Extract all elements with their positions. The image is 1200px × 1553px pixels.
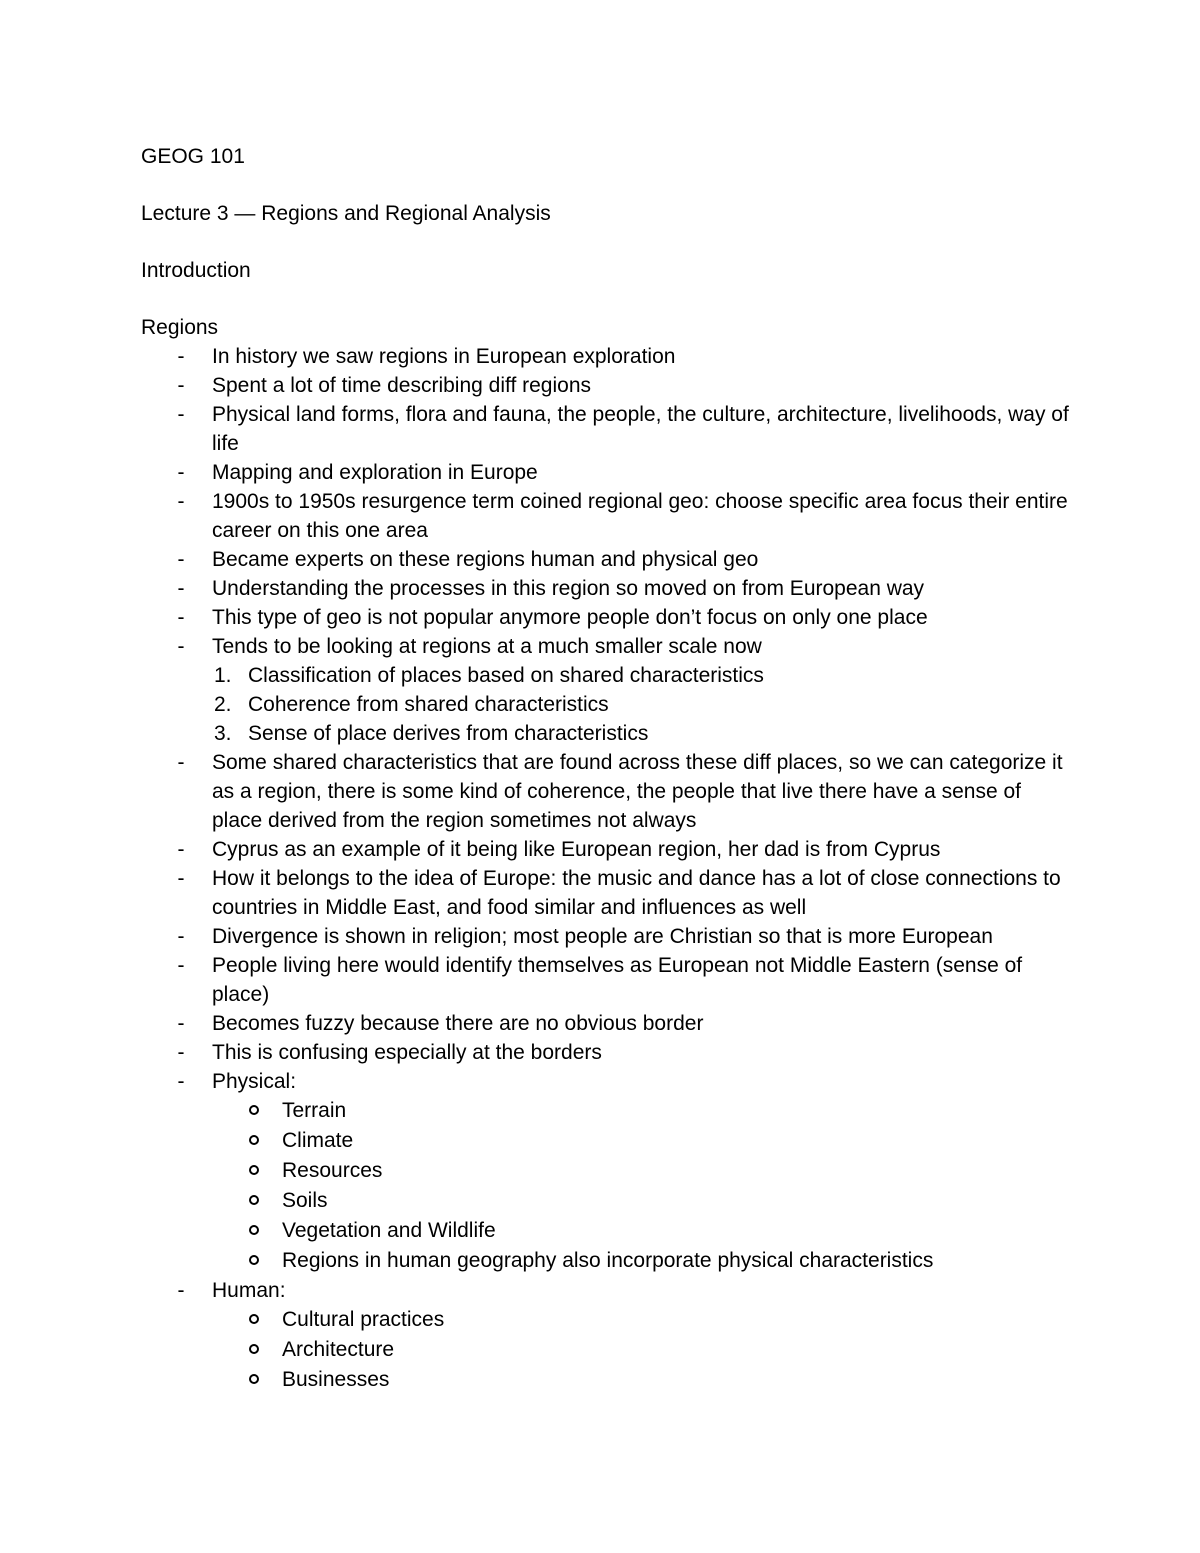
section-heading-regions: Regions	[141, 316, 219, 339]
dash-bullet-icon: -	[177, 1279, 185, 1302]
document-body	[141, 142, 1071, 1395]
dash-bullet-icon: -	[177, 1041, 185, 1064]
circle-bullet-icon	[249, 1225, 259, 1235]
numbered-item	[141, 719, 1071, 748]
list-item-text: This is confusing especially at the borders	[212, 1041, 602, 1064]
sublist-item-text: Soils	[282, 1189, 328, 1212]
sublist-item-text: Climate	[282, 1129, 354, 1152]
dash-bullet-icon: -	[177, 954, 185, 977]
numbered-item-text: Classification of places based on shared characteristics	[248, 664, 764, 687]
physical-sublist	[141, 1096, 1071, 1276]
list-item	[141, 371, 1071, 400]
physical-label: Physical:	[212, 1070, 297, 1093]
circle-bullet-icon	[249, 1255, 259, 1265]
circle-bullet-icon	[249, 1105, 259, 1115]
section-heading-introduction: Introduction	[141, 259, 251, 282]
list-item-text: In history we saw regions in European exploration	[212, 345, 676, 368]
list-item	[141, 342, 1071, 371]
regions-bullet-list	[141, 342, 1071, 661]
sublist-item	[141, 1216, 1071, 1246]
sublist-item	[141, 1156, 1071, 1186]
list-item-text: Cyprus as an example of it being like European region, her dad is from Cyprus	[212, 838, 941, 861]
list-item	[141, 922, 1071, 951]
list-item	[141, 632, 1071, 661]
circle-bullet-icon	[249, 1195, 259, 1205]
list-item-human	[141, 1276, 1071, 1395]
list-item-text: Physical land forms, flora and fauna, the people, the culture, architecture, livelihoods, way of life	[212, 403, 1069, 455]
dash-bullet-icon: -	[177, 838, 185, 861]
numbered-item	[141, 690, 1071, 719]
list-item-text: Tends to be looking at regions at a much smaller scale now	[212, 635, 762, 658]
dash-bullet-icon: -	[177, 606, 185, 629]
dash-bullet-icon: -	[177, 867, 185, 890]
regions-bullet-list-continued	[141, 748, 1071, 1395]
dash-bullet-icon: -	[177, 1070, 185, 1093]
list-item-text: This type of geo is not popular anymore people don’t focus on only one place	[212, 606, 928, 629]
sublist-item-text: Architecture	[282, 1338, 395, 1361]
dash-bullet-icon: -	[177, 461, 185, 484]
list-item-text: People living here would identify themselves as European not Middle Eastern (sense of place)	[212, 954, 1023, 1006]
dash-bullet-icon: -	[177, 490, 185, 513]
list-item	[141, 748, 1071, 835]
list-item-text: Becomes fuzzy because there are no obvious border	[212, 1012, 704, 1035]
list-item-text: Divergence is shown in religion; most people are Christian so that is more European	[212, 925, 993, 948]
dash-bullet-icon: -	[177, 345, 185, 368]
list-item-text: Mapping and exploration in Europe	[212, 461, 538, 484]
sublist-item	[141, 1335, 1071, 1365]
numbered-item-text: Coherence from shared characteristics	[248, 693, 609, 716]
circle-bullet-icon	[249, 1344, 259, 1354]
dash-bullet-icon: -	[177, 548, 185, 571]
list-item	[141, 487, 1071, 545]
lecture-title: Lecture 3 — Regions and Regional Analysis	[141, 202, 551, 225]
sublist-item	[141, 1305, 1071, 1335]
sublist-item-text: Terrain	[282, 1099, 347, 1122]
sublist-item-text: Businesses	[282, 1368, 390, 1391]
list-item	[141, 603, 1071, 632]
item-number: 1.	[214, 664, 232, 687]
sublist-item	[141, 1096, 1071, 1126]
dash-bullet-icon: -	[177, 751, 185, 774]
list-item-physical	[141, 1067, 1071, 1276]
sublist-item-text: Cultural practices	[282, 1308, 445, 1331]
sublist-item	[141, 1126, 1071, 1156]
list-item	[141, 1009, 1071, 1038]
human-label: Human:	[212, 1279, 286, 1302]
dash-bullet-icon: -	[177, 577, 185, 600]
list-item-text: Became experts on these regions human and physical geo	[212, 548, 759, 571]
list-item-text: Understanding the processes in this region so moved on from European way	[212, 577, 925, 600]
list-item	[141, 400, 1071, 458]
circle-bullet-icon	[249, 1374, 259, 1384]
sublist-item-text: Resources	[282, 1159, 383, 1182]
list-item	[141, 545, 1071, 574]
sublist-item-text: Regions in human geography also incorporate physical characteristics	[282, 1249, 934, 1272]
dash-bullet-icon: -	[177, 1012, 185, 1035]
list-item-text: How it belongs to the idea of Europe: the music and dance has a lot of close connections to countries in Middle East, and food similar and influences as well	[212, 867, 1061, 919]
list-item	[141, 1038, 1071, 1067]
sublist-item	[141, 1246, 1071, 1276]
sublist-item	[141, 1186, 1071, 1216]
sublist-item	[141, 1365, 1071, 1395]
list-item	[141, 574, 1071, 603]
list-item-text: Some shared characteristics that are found across these diff places, so we can categorize it as a region, there is some kind of coherence, the people that live there have a sense of place derived from the region sometimes not always	[212, 751, 1063, 832]
list-item-text: Spent a lot of time describing diff regions	[212, 374, 591, 397]
circle-bullet-icon	[249, 1314, 259, 1324]
numbered-item	[141, 661, 1071, 690]
circle-bullet-icon	[249, 1165, 259, 1175]
sublist-item-text: Vegetation and Wildlife	[282, 1219, 496, 1242]
list-item	[141, 951, 1071, 1009]
course-title: GEOG 101	[141, 145, 245, 168]
list-item	[141, 835, 1071, 864]
dash-bullet-icon: -	[177, 374, 185, 397]
item-number: 3.	[214, 722, 232, 745]
dash-bullet-icon: -	[177, 635, 185, 658]
dash-bullet-icon: -	[177, 403, 185, 426]
dash-bullet-icon: -	[177, 925, 185, 948]
list-item-text: 1900s to 1950s resurgence term coined regional geo: choose specific area focus their entire career on this one area	[212, 490, 1068, 542]
list-item	[141, 458, 1071, 487]
numbered-item-text: Sense of place derives from characteristics	[248, 722, 649, 745]
list-item	[141, 864, 1071, 922]
human-sublist	[141, 1305, 1071, 1395]
characteristics-numbered-list	[141, 661, 1071, 748]
circle-bullet-icon	[249, 1135, 259, 1145]
item-number: 2.	[214, 693, 232, 716]
